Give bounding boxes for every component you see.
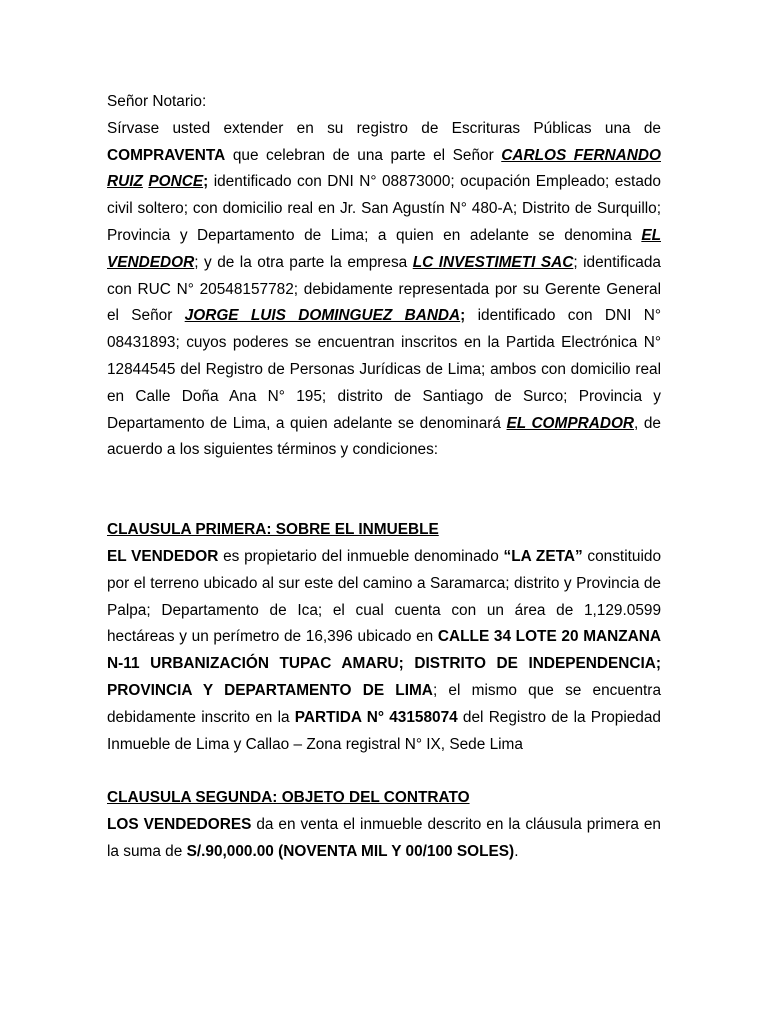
sellers-label: LOS VENDEDORES xyxy=(107,816,252,834)
intro-text: Sírvase usted extender en su registro de Escrituras Públicas una de xyxy=(107,119,661,137)
clause-text: constituido por el terreno ubicado al sur este del camino a Saramarca; distrito y Provincia de Palpa; Departamento de Ica; el cual cuenta con un área de 1,129.0599 hectáreas y un perímetro de 16,396 ubicado en xyxy=(107,547,661,646)
seller-alias: EL VENDEDOR xyxy=(107,226,661,271)
section-spacer xyxy=(107,464,661,517)
property-address: CALLE 34 LOTE 20 MANZANA N-11 URBANIZACIÓN TUPAC AMARU; DISTRITO DE INDEPENDENCIA; PROVINCIA Y DEPARTAMENTO DE LIMA xyxy=(107,628,661,699)
buyer-company-details: ; identificada con RUC N° 20548157782; debidamente representada por su Gerente General el Señor xyxy=(107,253,661,325)
clause-text: . xyxy=(514,842,519,860)
seller-alias: EL VENDEDOR xyxy=(107,547,219,565)
clause-text: ; el mismo que se encuentra debidamente inscrito en la xyxy=(107,681,661,726)
registry-entry: PARTIDA N° 43158074 xyxy=(294,708,458,726)
intro-text: que celebran de una parte el Señor xyxy=(225,146,502,164)
intro-paragraph xyxy=(107,116,661,464)
representative-name: JORGE LUIS DOMINGUEZ BANDA xyxy=(184,307,461,325)
clause-text: es propietario del inmueble denominado xyxy=(218,547,504,565)
buyer-company-name: LC INVESTIMETI SAC xyxy=(412,253,574,271)
contract-type: COMPRAVENTA xyxy=(107,146,226,164)
section-spacer xyxy=(107,758,661,785)
seller-name: CARLOS FERNANDO RUIZ xyxy=(107,146,661,191)
clause-one-paragraph xyxy=(107,544,661,758)
clause-text: da en venta el inmueble descrito en la cláusula primera en la suma de xyxy=(107,816,661,860)
clause-text: del Registro de la Propiedad Inmueble de Lima y Callao – Zona registral N° IX, Sede Lima xyxy=(107,708,661,753)
document-page xyxy=(107,89,661,866)
seller-surname: PONCE xyxy=(148,173,204,191)
greeting: Señor Notario: xyxy=(107,93,207,110)
representative-semicolon: ; xyxy=(460,307,466,325)
seller-details: identificado con DNI N° 08873000; ocupación Empleado; estado civil soltero; con domicilio real en Jr. San Agustín N° 480-A; Distrito de Surquillo; Provincia y Departamento de Lima; a quien en adelante se denomina xyxy=(107,173,661,244)
representative-details: identificado con DNI N° 08431893; cuyos poderes se encuentran inscritos en la Partida Electrónica N° 12844545 del Registro de Personas Jurídicas de Lima; ambos con domicilio real en Calle Doña Ana N° 195; distrito de Santiago de Surco; Provincia y Departamento de Lima, a quien adelante se denominará xyxy=(107,307,662,432)
intro-closing: , de acuerdo a los siguientes términos y condiciones: xyxy=(107,414,661,459)
seller-name-semicolon: ; xyxy=(203,173,209,191)
intro-text: ; y de la otra parte la empresa xyxy=(194,253,413,271)
buyer-alias: EL COMPRADOR xyxy=(506,414,635,432)
clause-two-title: CLAUSULA SEGUNDA: OBJETO DEL CONTRATO xyxy=(107,789,470,807)
sale-price: S/.90,000.00 (NOVENTA MIL Y 00/100 SOLES) xyxy=(186,842,515,860)
property-name: “LA ZETA” xyxy=(503,547,583,565)
clause-two-paragraph xyxy=(107,812,661,866)
clause-one-title: CLAUSULA PRIMERA: SOBRE EL INMUEBLE xyxy=(107,521,439,539)
